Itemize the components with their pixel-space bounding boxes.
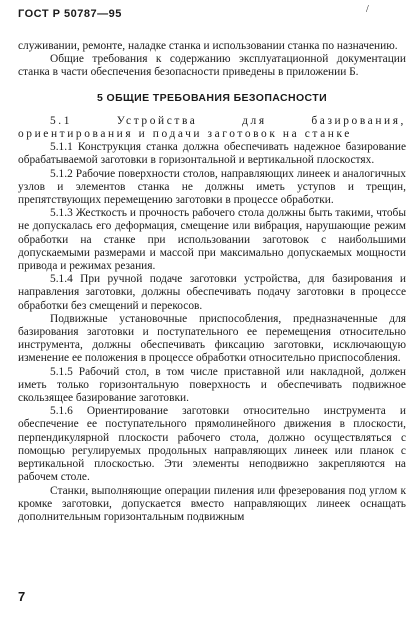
document-body — [18, 40, 406, 524]
paragraph-continuation: служивании, ремонте, наладке станка и использовании станка по назначению. — [18, 40, 398, 52]
subsection-5-1-title: 5.1 Устройства для базирования, ориентирования и подачи заготовок на станке — [18, 114, 406, 141]
paragraph-general-requirements: Общие требования к содержанию эксплуатационной документации станка в части обеспечения безопасности приведены в приложении Б. — [18, 53, 406, 79]
standard-code-header: ГОСТ Р 50787—95 — [18, 8, 122, 20]
clause-5-1-4: 5.1.4 При ручной подаче заготовки устройства, для базирования и направления заготовки, должны обеспечивать подачу заготовки в процессе обработки без смещений и перекосов. — [18, 273, 406, 312]
section-heading: 5 ОБЩИЕ ТРЕБОВАНИЯ БЕЗОПАСНОСТИ — [96, 91, 328, 104]
margin-mark: / — [366, 4, 369, 15]
clause-5-1-6-continued: Станки, выполняющие операции пиления или фрезерования под углом к кромке заготовки, допускается вместо направляющих линеек оснащать дополнительным горизонтальным подвижным — [18, 484, 406, 523]
clause-5-1-6: 5.1.6 Ориентирование заготовки относительно инструмента и обеспечение ее поступательного прямолинейного движения в плоскости, перпендикулярной плоскости рабочего стола, должно осуществляться с помощью регулируемых продольных направляющих линеек или планок с вертикальной плоскостью. Эти элементы неподвижно закрепляются на рабочем столе. — [18, 405, 406, 484]
clause-5-1-3: 5.1.3 Жесткость и прочность рабочего стола должны быть такими, чтобы не допускалась его деформация, смещение или вибрация, нарушающие режим обработки на станке при использовании заготовок с наибольшими допускаемыми размерами и массой при максимально допускаемых мощности привода и режимах резания. — [18, 207, 406, 273]
page-number: 7 — [18, 589, 26, 604]
clause-5-1-5: 5.1.5 Рабочий стол, в том числе приставной или накладной, должен иметь только горизонтальную поверхность и обеспечивать подвижное скользящее базирование заготовки. — [18, 365, 406, 405]
clause-5-1-2: 5.1.2 Рабочие поверхности столов, направляющих линеек и аналогичных узлов и элементов станка не должны иметь уступов и трещин, препятствующих перемещению заготовки в процессе обработки. — [18, 167, 406, 207]
clause-5-1-4-continued: Подвижные установочные приспособления, предназначенные для базирования заготовки и поступательного ее перемещения относительно инструмента, должны обеспечивать фиксацию заготовки, исключающую изменение ее положения в процессе обработки относительно приспособления. — [18, 312, 406, 365]
clause-5-1-1: 5.1.1 Конструкция станка должна обеспечивать надежное базирование обрабатываемой заготовки в горизонтальной и вертикальной плоскостях. — [18, 141, 406, 167]
